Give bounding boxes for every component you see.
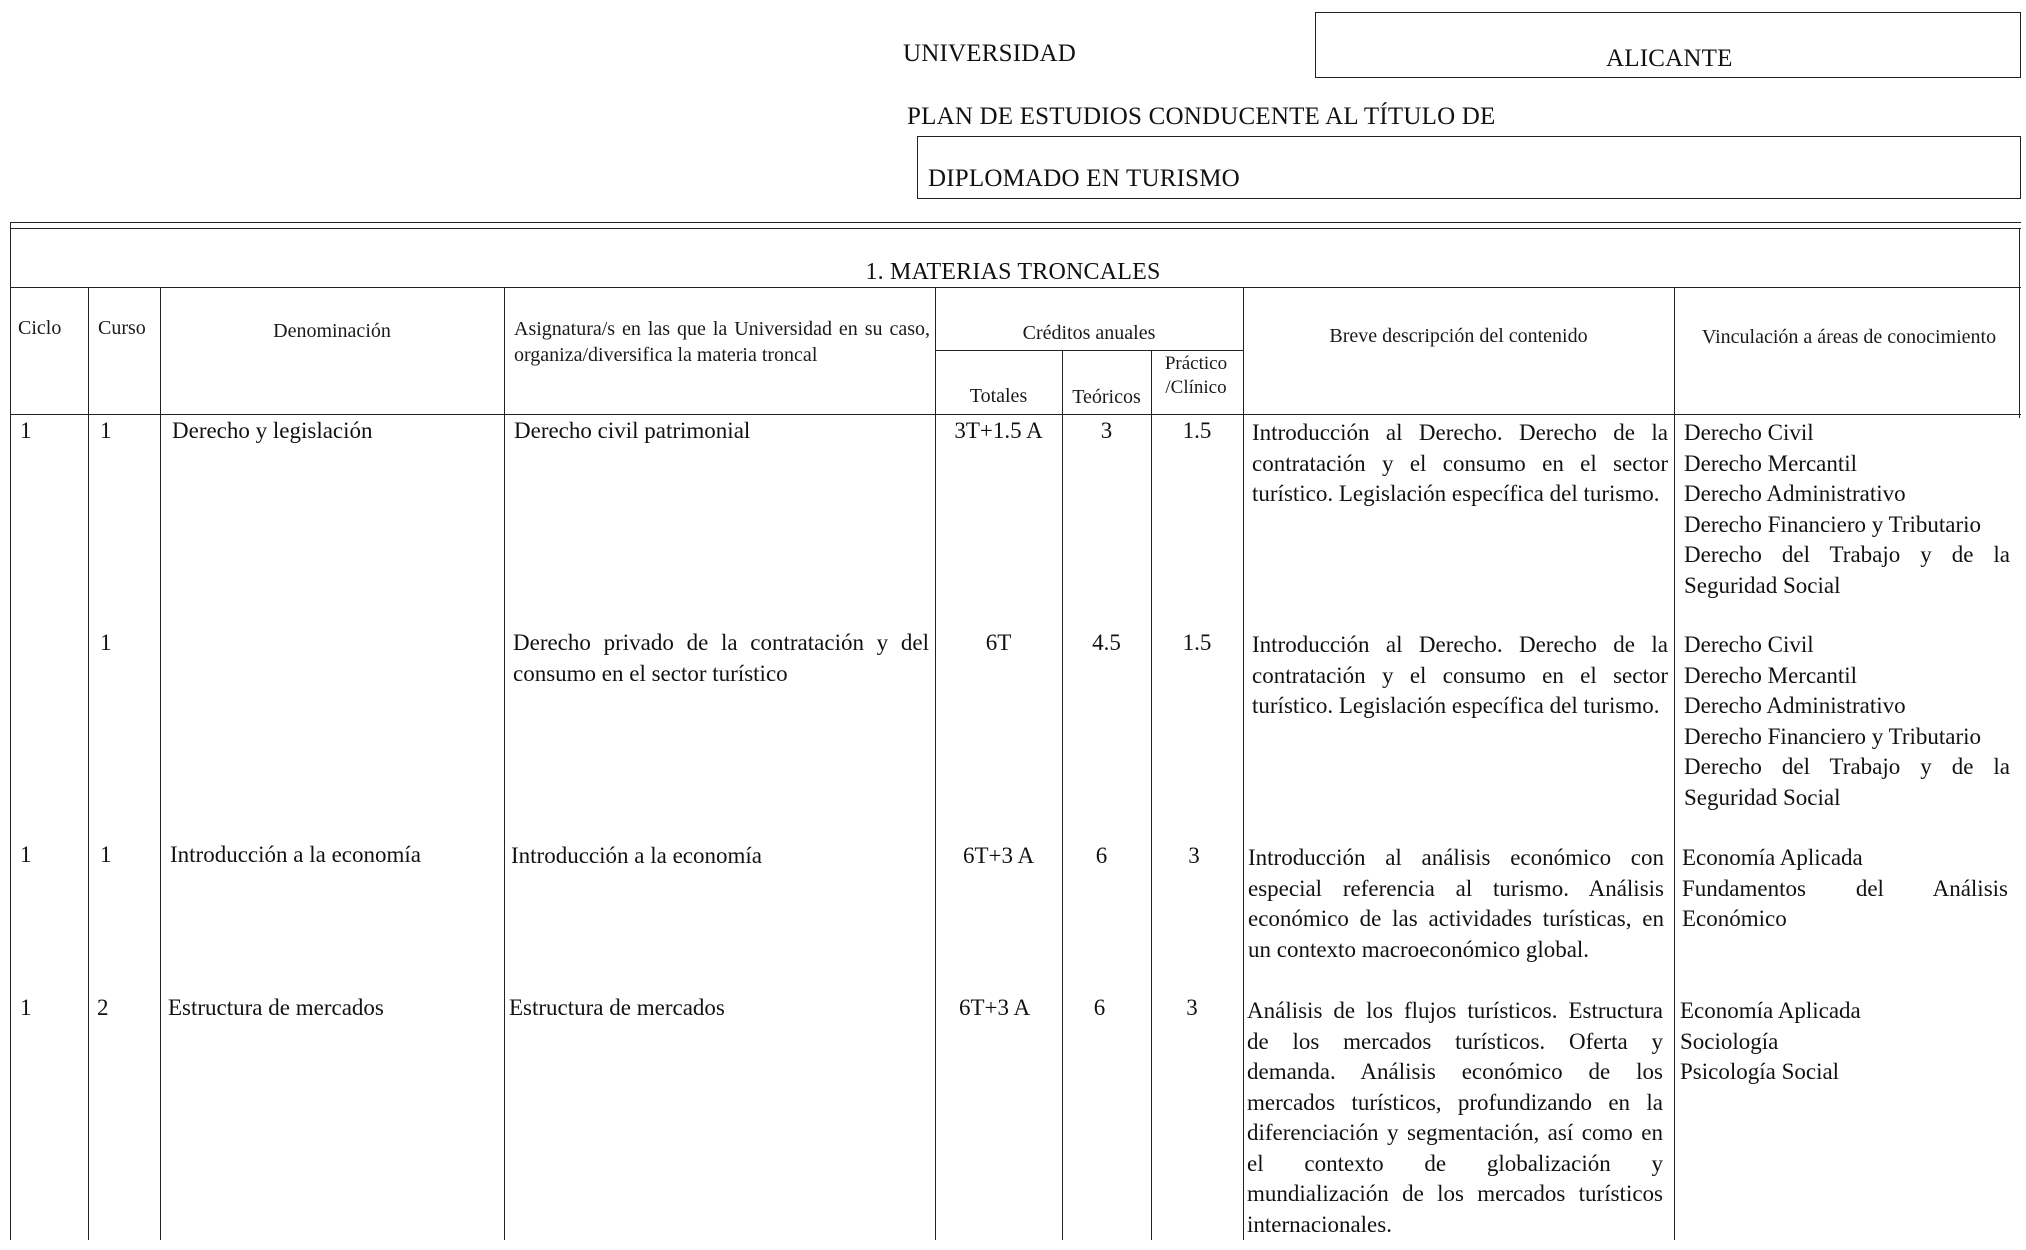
col-divider-2 [160, 287, 161, 1240]
area-item: Derecho del Trabajo y de la Seguridad Social [1684, 542, 2010, 598]
university-label: UNIVERSIDAD [903, 40, 1077, 67]
area-item: Derecho Financiero y Tributario [1684, 723, 1982, 749]
col-divider-7 [1243, 287, 1244, 1240]
area-item: Psicología Social [1680, 1059, 1840, 1084]
table-border-top-inner [10, 228, 2021, 229]
row-curso: 1 [100, 418, 112, 443]
credits-subheader-divider [935, 350, 1243, 351]
area-item: Derecho Financiero y Tributario [1684, 511, 1982, 537]
row-areas [1684, 418, 2010, 601]
area-item: Sociología [1680, 1028, 1779, 1054]
area-item: Derecho Mercantil [1684, 450, 1858, 476]
area-item: Fundamentos del Análisis Económico [1682, 875, 2008, 931]
row-ciclo: 1 [20, 995, 32, 1020]
row-practico: 1.5 [1182, 418, 1212, 443]
col-header-totales: Totales [969, 385, 1028, 407]
col-header-asignatura: Asignatura/s en las que la Universidad en su caso, organiza/diversifica la materia troncal [514, 318, 930, 366]
col-header-practico: Práctico /Clínico [1164, 353, 1228, 398]
col-header-denominacion: Denominación [273, 320, 391, 342]
row-curso: 2 [97, 995, 109, 1020]
row-areas [1680, 996, 2006, 1088]
col-divider-3 [504, 287, 505, 1240]
row-descripcion: Introducción al Derecho. Derecho de la contratación y el consumo en el sector turístico. Legislación específica del turismo. [1252, 420, 1668, 506]
row-ciclo: 1 [20, 418, 32, 443]
row-asignatura: Estructura de mercados [509, 995, 725, 1020]
title-row-divider [10, 287, 2021, 288]
area-item: Derecho Mercantil [1684, 662, 1858, 688]
university-name-box [1315, 12, 2021, 78]
col-divider-5 [1062, 350, 1063, 1240]
area-item: Derecho del Trabajo y de la Seguridad Social [1684, 754, 2010, 810]
university-name: ALICANTE [1606, 45, 1733, 72]
row-descripcion: Introducción al Derecho. Derecho de la contratación y el consumo en el sector turístico. Legislación específica del turismo. [1252, 632, 1668, 718]
row-practico: 3 [1188, 843, 1200, 868]
col-header-teoricos: Teóricos [1072, 386, 1141, 408]
plan-label: PLAN DE ESTUDIOS CONDUCENTE AL TÍTULO DE [907, 103, 1496, 130]
col-header-creditos: Créditos anuales [1022, 322, 1156, 344]
col-header-curso: Curso [98, 317, 146, 339]
row-practico: 1.5 [1182, 630, 1212, 655]
row-asignatura: Derecho civil patrimonial [514, 418, 751, 443]
degree-title: DIPLOMADO EN TURISMO [928, 165, 1240, 192]
row-asignatura: Derecho privado de la contratación y del consumo en el sector turístico [513, 630, 929, 686]
row-totales: 6T+3 A [958, 995, 1031, 1020]
row-asignatura: Introducción a la economía [511, 843, 762, 868]
row-practico: 3 [1186, 995, 1198, 1020]
area-item: Derecho Civil [1684, 632, 1814, 657]
degree-title-box [917, 136, 2021, 199]
row-denominacion: Introducción a la economía [170, 842, 421, 867]
table-border-right [2019, 228, 2020, 418]
col-divider-6 [1151, 350, 1152, 1240]
row-teoricos: 6 [1095, 843, 1108, 868]
row-teoricos: 6 [1093, 995, 1106, 1020]
row-areas [1682, 843, 2008, 935]
row-totales: 3T+1.5 A [954, 418, 1043, 443]
area-item: Derecho Civil [1684, 420, 1814, 445]
row-descripcion: Introducción al análisis económico con especial referencia al turismo. Análisis económico de las actividades turísticas, en un contexto macroeconómico global. [1248, 845, 1664, 962]
col-divider-8 [1674, 287, 1675, 1240]
area-item: Economía Aplicada [1680, 998, 1861, 1023]
table-border-left [10, 222, 11, 1240]
col-divider-1 [88, 287, 89, 1240]
area-item: Derecho Administrativo [1684, 693, 1906, 718]
col-header-descripcion: Breve descripción del contenido [1329, 325, 1588, 347]
row-curso: 1 [100, 630, 112, 655]
row-denominacion: Estructura de mercados [168, 995, 384, 1020]
row-curso: 1 [100, 842, 112, 867]
table-border-top [10, 222, 2021, 223]
section-title: 1. MATERIAS TRONCALES [865, 259, 1161, 285]
row-areas [1684, 630, 2010, 813]
header-row-divider [10, 414, 2021, 415]
row-teoricos: 3 [1100, 418, 1113, 443]
row-totales: 6T+3 A [962, 843, 1035, 868]
row-teoricos: 4.5 [1092, 630, 1121, 655]
row-descripcion: Análisis de los flujos turísticos. Estructura de los mercados turísticos. Oferta y demanda. Análisis económico de los mercados turísticos, profundizando en la diferenciación y segmentación, así como en el contexto de globalización y mundialización de los mercados turísticos internacionales. [1247, 998, 1663, 1237]
row-ciclo: 1 [20, 842, 32, 867]
area-item: Economía Aplicada [1682, 845, 1863, 870]
col-header-vinculacion: Vinculación a áreas de conocimiento [1701, 326, 1997, 348]
row-totales: 6T [985, 630, 1012, 655]
row-denominacion: Derecho y legislación [172, 418, 373, 443]
area-item: Derecho Administrativo [1684, 481, 1906, 506]
col-header-ciclo: Ciclo [18, 317, 62, 339]
